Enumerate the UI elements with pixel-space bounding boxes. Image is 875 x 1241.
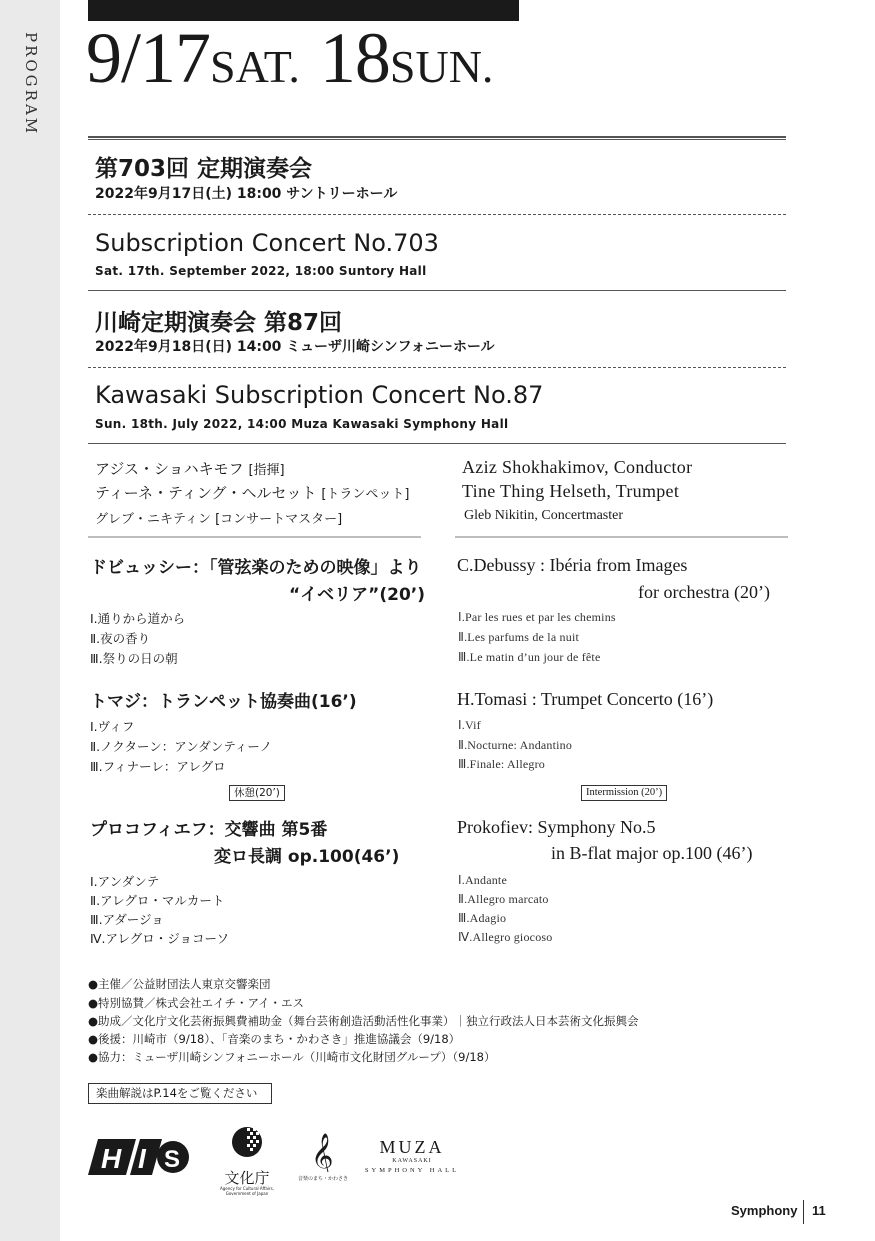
work-title-jp: 変ロ長調 op.100(46’) <box>214 847 400 867</box>
concert2-title-en: Kawasaki Subscription Concert No.87 <box>95 381 544 409</box>
concert1-title-jp: 第703回 定期演奏会 <box>95 156 313 182</box>
movement-en: Ⅱ.Nocturne: Andantino <box>458 738 573 752</box>
performer-name: ティーネ・ティング・ヘルセット <box>95 484 317 502</box>
concert2-sub-jp: 2022年9月18日(日) 14:00 ミューザ川崎シンフォニーホール <box>95 339 495 355</box>
movement-jp: Ⅱ.ノクターン：アンダンティーノ <box>90 739 273 754</box>
intermission-badge-jp: 休憩(20’) <box>229 785 285 801</box>
movement-jp: Ⅰ.アンダンテ <box>90 874 160 889</box>
program-notes-reference: 楽曲解説はP.14をご覧ください <box>88 1083 272 1104</box>
performer-en: Gleb Nikitin, Concertmaster <box>464 508 624 523</box>
movement-en: Ⅳ.Allegro giocoso <box>458 930 553 944</box>
svg-text:I: I <box>138 1143 146 1174</box>
concert1-title-en: Subscription Concert No.703 <box>95 229 439 257</box>
day-1: SAT. <box>210 41 300 92</box>
divider-solid <box>88 443 786 444</box>
divider-dashed <box>88 367 786 368</box>
svg-text:H: H <box>101 1143 122 1174</box>
performer-role: [トランペット] <box>321 487 410 502</box>
work-title-en: for orchestra (20’) <box>638 582 770 602</box>
intermission-badge-en: Intermission (20’) <box>581 785 667 801</box>
muza-name: MUZA <box>379 1137 445 1157</box>
concert2-sub-en: Sun. 18th. July 2022, 14:00 Muza Kawasaki Symphony Hall <box>95 417 509 431</box>
his-logo <box>88 1137 190 1177</box>
muza-logo <box>357 1138 467 1182</box>
treble-clef-icon <box>297 1130 349 1172</box>
date-2: 18 <box>319 18 390 98</box>
day-2: SUN. <box>389 41 494 92</box>
muza-sub: KAWASAKI <box>392 1158 432 1164</box>
work-title-en: H.Tomasi : Trumpet Concerto (16’) <box>457 689 714 709</box>
ongaku-logo <box>297 1130 349 1190</box>
movement-en: Ⅱ.Les parfums de la nuit <box>458 630 580 644</box>
concert-dates <box>86 18 513 98</box>
work-title-jp: ドビュッシー：「管弦楽のための映像」より <box>90 558 422 578</box>
footer-label: Symphony <box>731 1203 798 1218</box>
movement-jp: Ⅱ.夜の香り <box>90 631 151 646</box>
bunka-name: 文化庁 <box>224 1169 270 1187</box>
divider-grey <box>88 536 421 538</box>
movement-en: Ⅲ.Le matin d’un jour de fête <box>458 650 601 664</box>
credit-note: ●後援：川崎市（9/18）、「音楽のまち・かわさき」推進協議会（9/18） <box>88 1032 461 1046</box>
footer-separator <box>803 1200 804 1224</box>
movement-jp: Ⅲ.アダージョ <box>90 912 164 927</box>
credit-note: ●協力：ミューザ川崎シンフォニーホール（川崎市文化財団グループ）（9/18） <box>88 1050 496 1064</box>
movement-jp: Ⅲ.フィナーレ：アレグロ <box>90 759 226 774</box>
movement-jp: Ⅲ.祭りの日の朝 <box>90 651 178 666</box>
movement-jp: Ⅱ.アレグロ・マルカート <box>90 893 225 908</box>
work-title-en: Prokofiev: Symphony No.5 <box>457 817 656 837</box>
movement-en: Ⅱ.Allegro marcato <box>458 892 549 906</box>
page-number: 11 <box>812 1203 826 1218</box>
divider-solid <box>88 290 786 291</box>
performer-role: [指揮] <box>248 463 285 478</box>
concert1-sub-jp: 2022年9月17日(土) 18:00 サントリーホール <box>95 186 398 202</box>
muza-sub: SYMPHONY HALL <box>364 1167 460 1174</box>
bunka-emblem-icon <box>212 1124 282 1166</box>
svg-text:S: S <box>164 1146 181 1173</box>
performer-jp <box>95 458 285 479</box>
performer-en: Tine Thing Helseth, Trumpet <box>462 481 680 501</box>
divider-dashed <box>88 214 786 215</box>
movement-jp: Ⅰ.通りから道から <box>90 611 186 626</box>
work-title-jp: トマジ：トランペット協奏曲(16’) <box>90 692 357 712</box>
work-title-en: in B-flat major op.100 (46’) <box>551 843 753 863</box>
movement-en: Ⅲ.Finale: Allegro <box>458 757 545 771</box>
movement-jp: Ⅳ.アレグロ・ジョコーソ <box>90 931 230 946</box>
performer-name: グレブ・ニキティン <box>95 512 211 527</box>
work-title-jp: プロコフィエフ：交響曲 第5番 <box>90 820 328 840</box>
work-title-en: C.Debussy : Ibéria from Images <box>457 555 688 575</box>
movement-en: Ⅰ.Vif <box>458 718 481 732</box>
work-title-jp: “イベリア”(20’) <box>289 585 425 605</box>
bunka-logo <box>212 1124 282 1194</box>
credit-note: ●主催／公益財団法人東京交響楽団 <box>88 977 271 991</box>
performer-role: [コンサートマスター] <box>215 512 343 527</box>
performer-name: アジス・ショハキモフ <box>95 460 244 478</box>
performer-en: Aziz Shokhakimov, Conductor <box>462 457 693 477</box>
ongaku-name: 音楽のまち・かわさき <box>297 1176 348 1182</box>
credit-note: ●特別協賛／株式会社エイチ・アイ・エス <box>88 996 304 1010</box>
concert1-sub-en: Sat. 17th. September 2022, 18:00 Suntory Hall <box>95 264 427 278</box>
header-double-rule <box>88 136 786 140</box>
divider-grey <box>455 536 788 538</box>
sidebar-label: PROGRAM <box>22 32 40 137</box>
movement-en: Ⅲ.Adagio <box>458 911 507 925</box>
performer-jp <box>95 508 342 527</box>
bunka-name-en: Agency for Cultural Affairs, Government of Japan <box>220 1186 274 1196</box>
sidebar <box>0 0 60 1241</box>
movement-en: Ⅰ.Andante <box>458 873 507 887</box>
performer-jp <box>95 482 410 503</box>
svg-text:𝄞: 𝄞 <box>311 1133 334 1172</box>
credit-note: ●助成／文化庁文化芸術振興費補助金（舞台芸術創造活動活性化事業）｜独立行政法人日本芸術文化振興会 <box>88 1014 639 1028</box>
date-1: 9/17 <box>86 18 211 98</box>
movement-jp: Ⅰ.ヴィフ <box>90 719 135 734</box>
movement-en: Ⅰ.Par les rues et par les chemins <box>458 610 616 624</box>
concert2-title-jp: 川崎定期演奏会 第87回 <box>95 310 343 336</box>
